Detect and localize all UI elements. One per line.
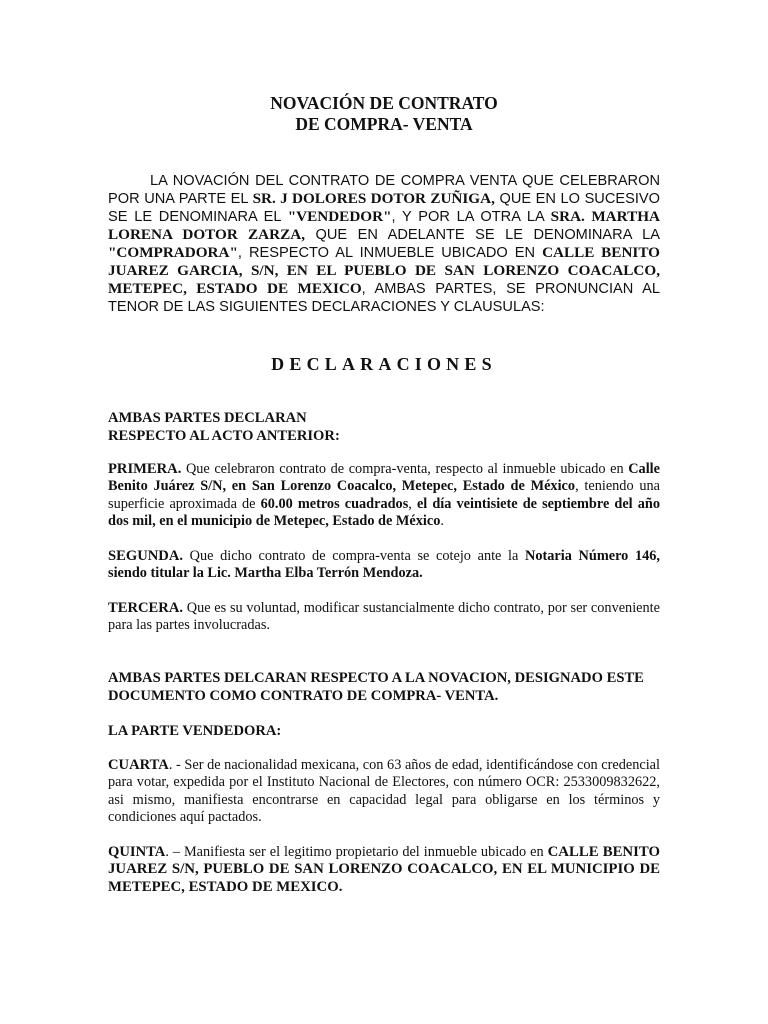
- declaraciones-heading: DECLARACIONES: [271, 354, 497, 374]
- clause-segunda: [108, 548, 660, 583]
- intro-vendedor-label: "VENDEDOR": [287, 208, 392, 225]
- intro-text-6: , AMBAS PARTES, SE PRONUNCIAN AL TENOR DE LAS SIGUIENTES DECLARACIONES Y CLAUSULAS:: [108, 281, 660, 315]
- clause-tercera: [108, 600, 660, 635]
- intro-vendedor-name: SR. J DOLORES DOTOR ZUÑIGA,: [252, 190, 495, 207]
- segunda-notaria: Notaria Número 146, siendo titular la Lic. Martha Elba Terrón Mendoza.: [108, 548, 660, 582]
- clause-primera: [108, 461, 660, 530]
- quinta-label: QUINTA: [108, 844, 166, 860]
- primera-text-3: ,: [408, 495, 417, 512]
- primera-text-2: , teniendo una superficie aproximada de: [108, 478, 660, 512]
- intro-text-5: , RESPECTO AL INMUEBLE UBICADO EN: [237, 245, 543, 261]
- title-line-2: DE COMPRA- VENTA: [295, 114, 473, 134]
- vendedora-heading: LA PARTE VENDEDORA:: [108, 723, 282, 739]
- tercera-label: TERCERA.: [108, 600, 184, 616]
- primera-label: PRIMERA.: [108, 461, 182, 477]
- primera-area: 60.00 metros cuadrados: [260, 495, 409, 512]
- quinta-address: CALLE BENITO JUAREZ S/N, PUEBLO DE SAN LORENZO COACALCO, EN EL MUNICIPIO DE METEPEC, ESTADO DE MEXICO.: [108, 844, 660, 895]
- intro-address: CALLE BENITO JUAREZ GARCIA, S/N, EN EL PUEBLO DE SAN LORENZO COACALCO, METEPEC, ESTADO DE MEXICO: [108, 244, 660, 297]
- quinta-text-1: . – Manifiesta ser el legitimo propietario del inmueble ubicado en: [165, 844, 548, 860]
- novacion-heading: AMBAS PARTES DELCARAN RESPECTO A LA NOVACION, DESIGNADO ESTE DOCUMENTO COMO CONTRATO DE COMPRA- VENTA.: [108, 670, 644, 704]
- document-title: [108, 93, 660, 135]
- segunda-text-1: Que dicho contrato de compra-venta se cotejo ante la: [183, 548, 526, 564]
- intro-text-1: LA NOVACIÓN DEL CONTRATO DE COMPRA VENTA QUE CELEBRARON POR UNA PARTE EL: [108, 173, 660, 207]
- tercera-text-1: Que es su voluntad, modificar sustancialmente dicho contrato, por ser conveniente para las partes involucradas.: [108, 600, 660, 634]
- primera-text-1: Que celebraron contrato de compra-venta, respecto al inmueble ubicado en: [181, 461, 629, 477]
- primera-text-4: .: [440, 512, 444, 529]
- intro-text-3: , Y POR LA OTRA LA: [391, 209, 551, 225]
- ambas-line-2: RESPECTO AL ACTO ANTERIOR:: [108, 428, 340, 444]
- primera-date: el día veintisiete de septiembre del año dos mil, en el municipio de Metepec, Estado de México: [108, 495, 660, 529]
- primera-address: Calle Benito Juárez S/N, en San Lorenzo Coacalco, Metepec, Estado de México: [108, 461, 660, 495]
- cuarta-label: CUARTA: [108, 757, 169, 773]
- ambas-partes-heading: [108, 409, 660, 445]
- clause-quinta: [108, 844, 660, 896]
- cuarta-text-1: . - Ser de nacionalidad mexicana, con 63 años de edad, identificándose con credencial para votar, expedida por el Instituto Nacional de Electores, con número OCR: 2533009832622, asi mismo, manifiesta encontrarse en capacidad legal para obligarse en los términos y condiciones aquí pactados.: [108, 757, 660, 825]
- intro-compradora-name: SRA. MARTHA LORENA DOTOR ZARZA,: [108, 208, 660, 243]
- title-line-1: NOVACIÓN DE CONTRATO: [270, 93, 498, 113]
- segunda-label: SEGUNDA.: [108, 548, 184, 564]
- intro-paragraph: [108, 172, 660, 316]
- intro-compradora-label: "COMPRADORA": [108, 244, 238, 261]
- ambas-line-1: AMBAS PARTES DECLARAN: [108, 410, 307, 426]
- clause-cuarta: [108, 757, 660, 826]
- intro-text-4: QUE EN ADELANTE SE LE DENOMINARA LA: [305, 227, 660, 243]
- intro-text-2: QUE EN LO SUCESIVO SE LE DENOMINARA EL: [108, 191, 660, 225]
